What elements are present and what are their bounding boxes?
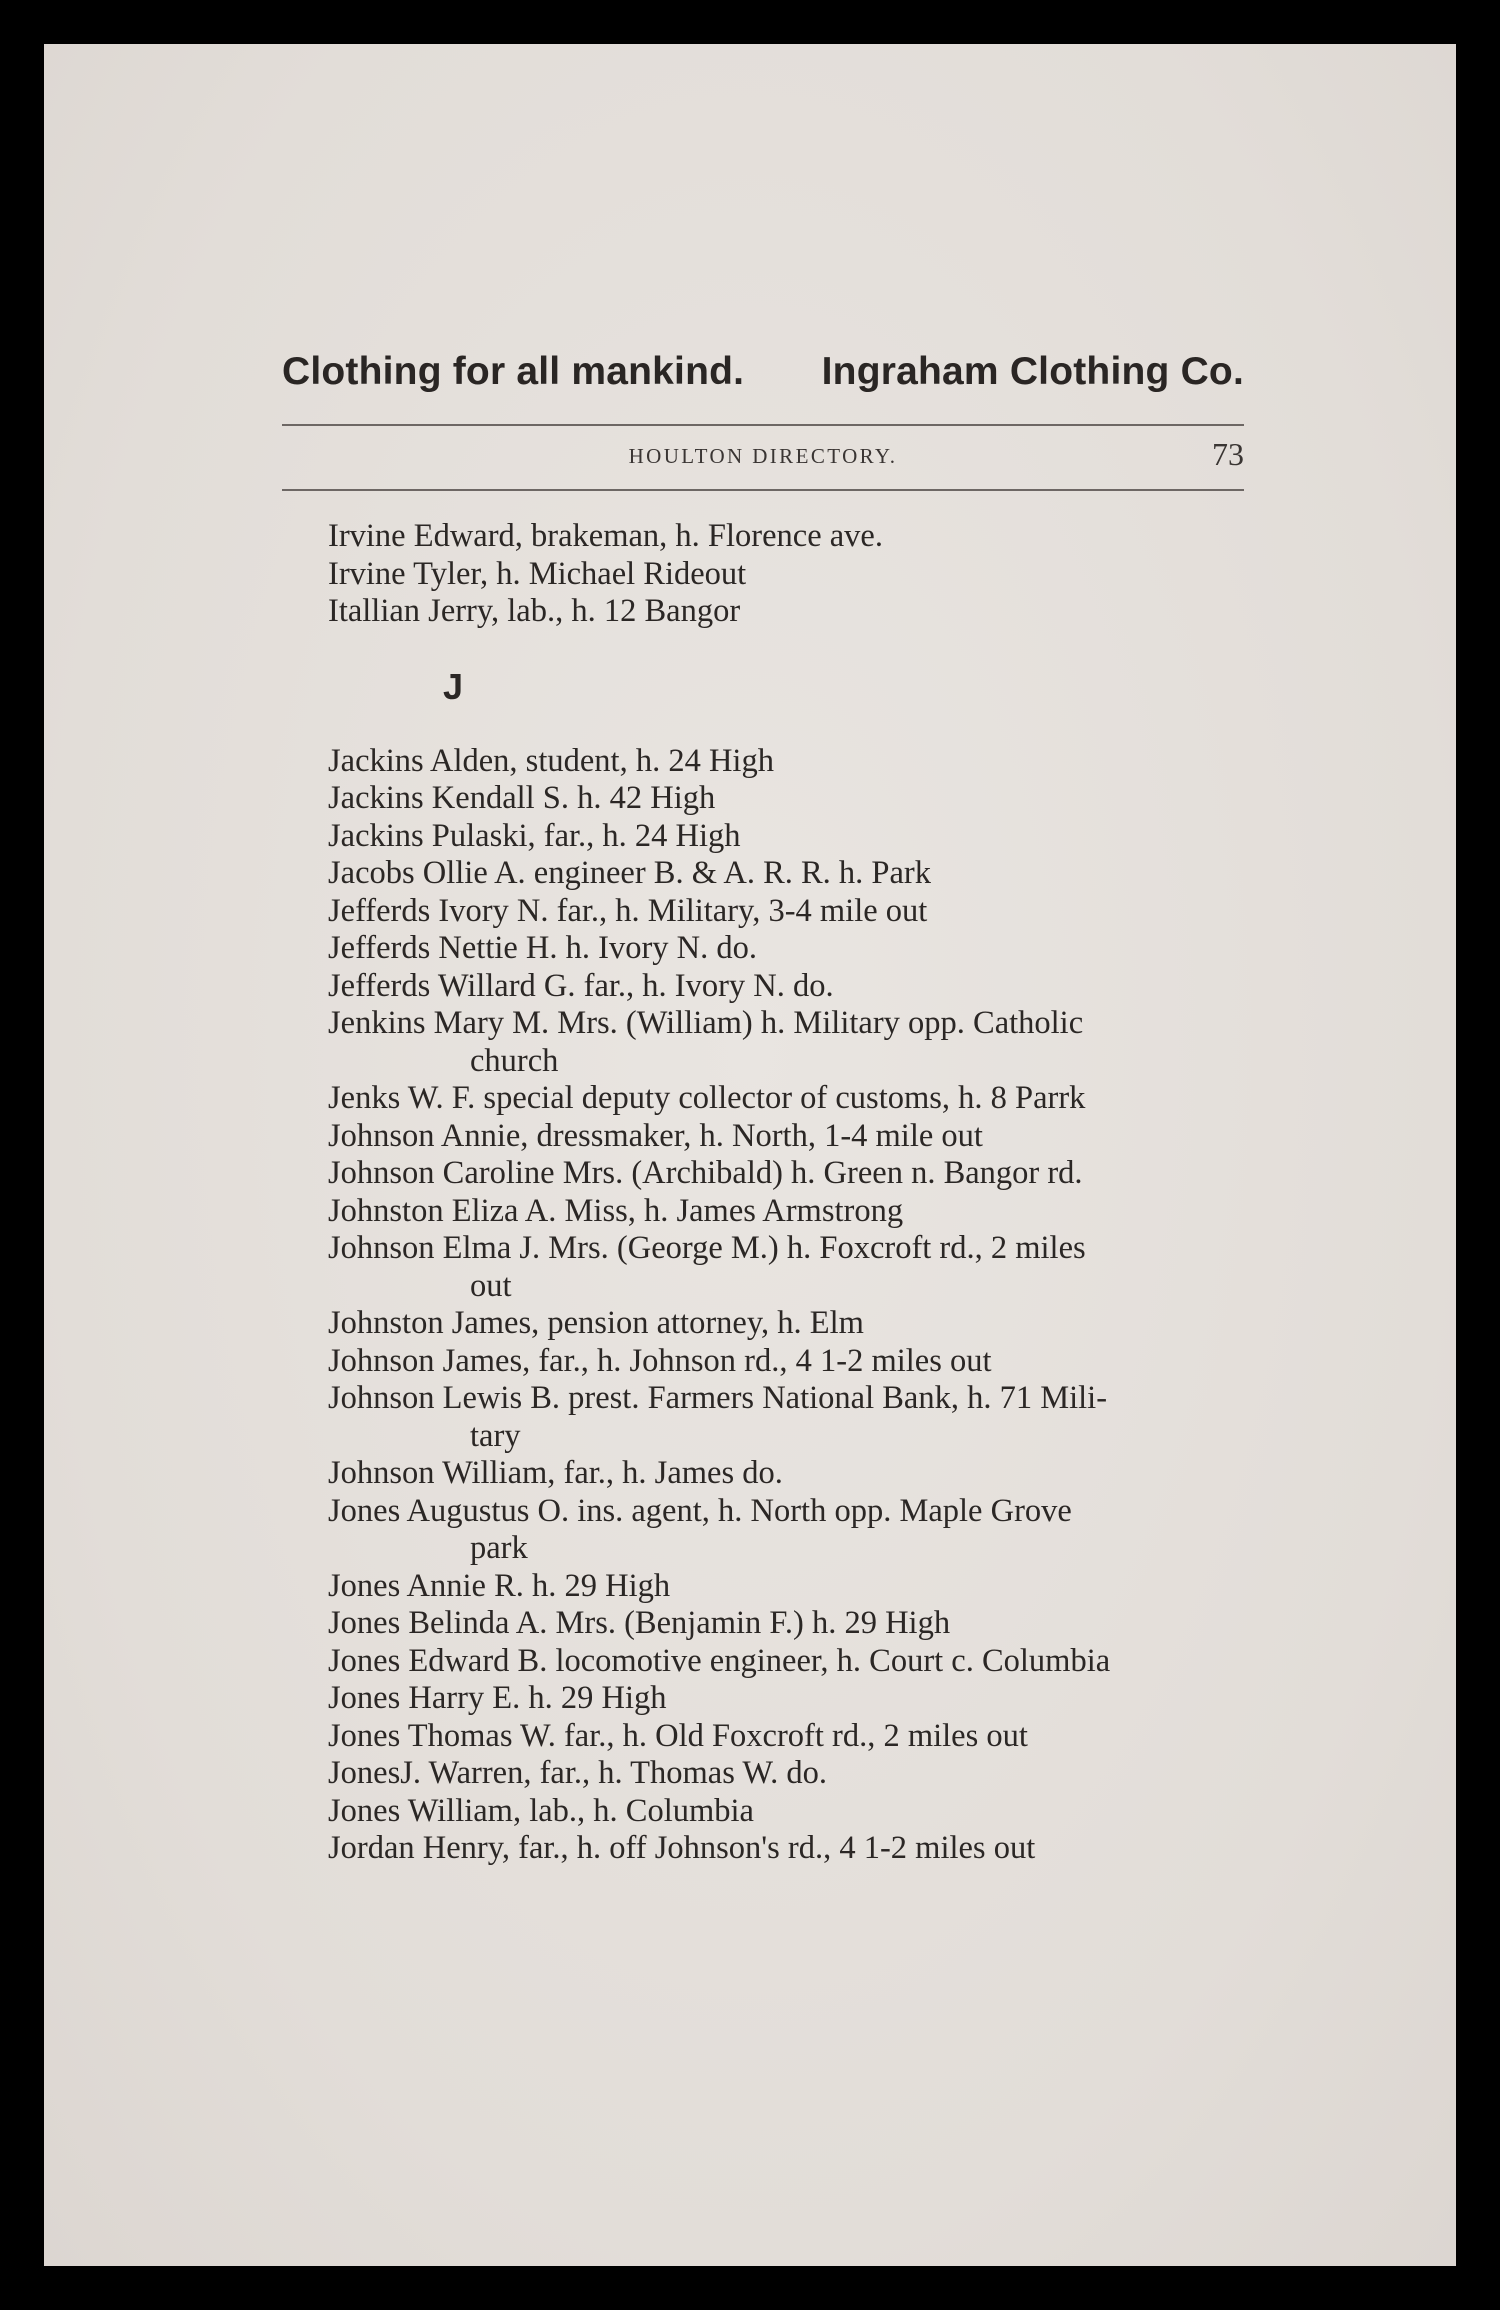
list-item: Jenks W. F. special deputy collector of customs, h. 8 Parrk — [328, 1080, 1086, 1116]
entry-continuation: park — [470, 1530, 528, 1566]
directory-page — [44, 44, 1456, 2266]
list-item: Jones William, lab., h. Columbia — [328, 1792, 754, 1829]
advertisement-banner — [282, 342, 1244, 402]
list-item: Jones Edward B. locomotive engineer, h. Court c. Columbia — [328, 1642, 1111, 1679]
list-item: Irvine Tyler, h. Michael Rideout — [328, 555, 747, 592]
list-item: Johnson Annie, dressmaker, h. North, 1-4 mile out — [328, 1117, 983, 1154]
list-item: Johnston Eliza A. Miss, h. James Armstrong — [328, 1192, 904, 1229]
list-item: Jenkins Mary M. Mrs. (William) h. Military opp. Catholic church — [328, 1005, 1278, 1080]
list-item: Johnson Lewis B. prest. Farmers National Bank, h. 71 Mili- tary — [328, 1380, 1278, 1455]
list-item: Jones Annie R. h. 29 High — [328, 1567, 671, 1604]
list-item: Irvine Edward, brakeman, h. Florence ave. — [328, 518, 883, 554]
list-item: Jones Harry E. h. 29 High — [328, 1680, 667, 1716]
entry-continuation: church — [470, 1042, 559, 1079]
list-item: Johnson James, far., h. Johnson rd., 4 1-2 miles out — [328, 1342, 992, 1379]
list-item: Johnston James, pension attorney, h. Elm — [328, 1305, 864, 1341]
list-item: Jacobs Ollie A. engineer B. & A. R. R. h. Park — [328, 855, 931, 891]
list-item: Jefferds Ivory N. far., h. Military, 3-4 mile out — [328, 892, 928, 929]
directory-entries — [328, 518, 1278, 1868]
entry-continuation: tary — [470, 1417, 521, 1454]
list-item: Jackins Alden, student, h. 24 High — [328, 742, 774, 779]
section-letter: J — [442, 665, 464, 707]
ad-company: Ingraham Clothing Co. — [821, 350, 1244, 393]
directory-title: HOULTON DIRECTORY. — [628, 444, 898, 468]
list-item: Jordan Henry, far., h. off Johnson's rd., 4 1-2 miles out — [328, 1830, 1036, 1866]
list-item: Jones Belinda A. Mrs. (Benjamin F.) h. 29 High — [328, 1605, 951, 1641]
list-item: Jones Augustus O. ins. agent, h. North opp. Maple Grove park — [328, 1493, 1278, 1568]
list-item: Jefferds Willard G. far., h. Ivory N. do. — [328, 967, 834, 1004]
list-item: Jackins Pulaski, far., h. 24 High — [328, 817, 741, 854]
list-item: Johnson William, far., h. James do. — [328, 1455, 783, 1491]
header-rule-bottom — [282, 489, 1244, 491]
header-rule-top — [282, 424, 1244, 426]
running-head — [282, 434, 1244, 484]
list-item: Jones Thomas W. far., h. Old Foxcroft rd., 2 miles out — [328, 1717, 1028, 1754]
list-item: Jefferds Nettie H. h. Ivory N. do. — [328, 930, 758, 966]
list-item: Johnson Caroline Mrs. (Archibald) h. Green n. Bangor rd. — [328, 1155, 1083, 1191]
entry-continuation: out — [470, 1267, 512, 1304]
page-number: 73 — [1212, 436, 1244, 472]
list-item: Jackins Kendall S. h. 42 High — [328, 780, 716, 816]
list-item: Itallian Jerry, lab., h. 12 Bangor — [328, 593, 741, 629]
list-item: JonesJ. Warren, far., h. Thomas W. do. — [328, 1755, 827, 1791]
section-heading — [44, 631, 994, 743]
list-item: Johnson Elma J. Mrs. (George M.) h. Foxcroft rd., 2 miles out — [328, 1230, 1278, 1305]
ad-slogan: Clothing for all mankind. — [282, 350, 745, 393]
